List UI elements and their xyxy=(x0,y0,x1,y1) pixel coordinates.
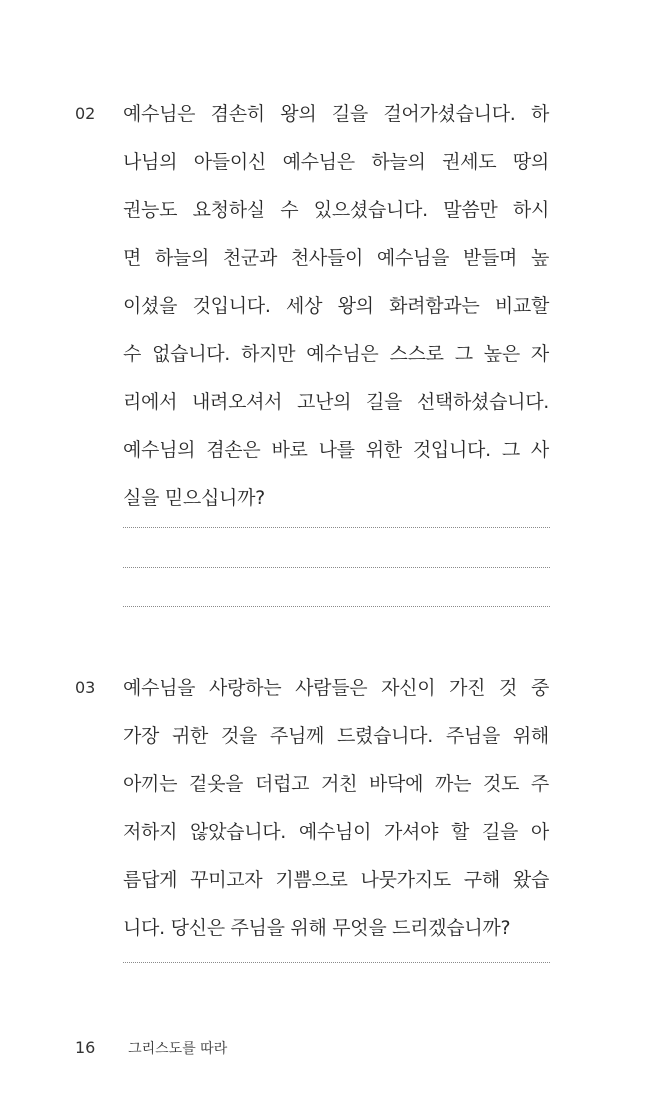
question-line: 리에서 내려오셔서 고난의 길을 선택하셨습니다. xyxy=(123,391,549,413)
question-text xyxy=(123,90,549,522)
question-03 xyxy=(75,664,555,952)
question-line: 예수님은 겸손히 왕의 길을 걸어가셨습니다. 하 xyxy=(123,103,549,125)
question-line: 예수님의 겸손은 바로 나를 위한 것입니다. 그 사 xyxy=(123,439,549,461)
question-text xyxy=(123,664,549,952)
question-02 xyxy=(75,90,555,522)
page-number: 16 xyxy=(75,1038,96,1057)
book-title: 그리스도를 따라 xyxy=(128,1041,228,1057)
answer-line[interactable] xyxy=(123,567,550,568)
question-line: 수 없습니다. 하지만 예수님은 스스로 그 높은 자 xyxy=(123,343,549,365)
question-line: 권능도 요청하실 수 있으셨습니다. 말씀만 하시 xyxy=(123,199,549,221)
question-line: 나님의 아들이신 예수님은 하늘의 권세도 땅의 xyxy=(123,151,549,173)
question-line: 실을 믿으십니까? xyxy=(123,487,265,509)
answer-line[interactable] xyxy=(123,962,550,963)
question-line: 가장 귀한 것을 주님께 드렸습니다. 주님을 위해 xyxy=(123,725,549,747)
question-number: 02 xyxy=(75,104,96,123)
question-number: 03 xyxy=(75,678,96,697)
question-line: 니다. 당신은 주님을 위해 무엇을 드리겠습니까? xyxy=(123,917,511,939)
question-line: 아끼는 겉옷을 더럽고 거친 바닥에 까는 것도 주 xyxy=(123,773,549,795)
question-line: 예수님을 사랑하는 사람들은 자신이 가진 것 중 xyxy=(123,677,549,699)
question-line: 면 하늘의 천군과 천사들이 예수님을 받들며 높 xyxy=(123,247,549,269)
question-line: 이셨을 것입니다. 세상 왕의 화려함과는 비교할 xyxy=(123,295,549,317)
answer-line[interactable] xyxy=(123,527,550,528)
answer-line[interactable] xyxy=(123,606,550,607)
question-line: 저하지 않았습니다. 예수님이 가셔야 할 길을 아 xyxy=(123,821,549,843)
page-footer xyxy=(75,1036,227,1060)
question-line: 름답게 꾸미고자 기쁨으로 나뭇가지도 구해 왔습 xyxy=(123,869,549,891)
